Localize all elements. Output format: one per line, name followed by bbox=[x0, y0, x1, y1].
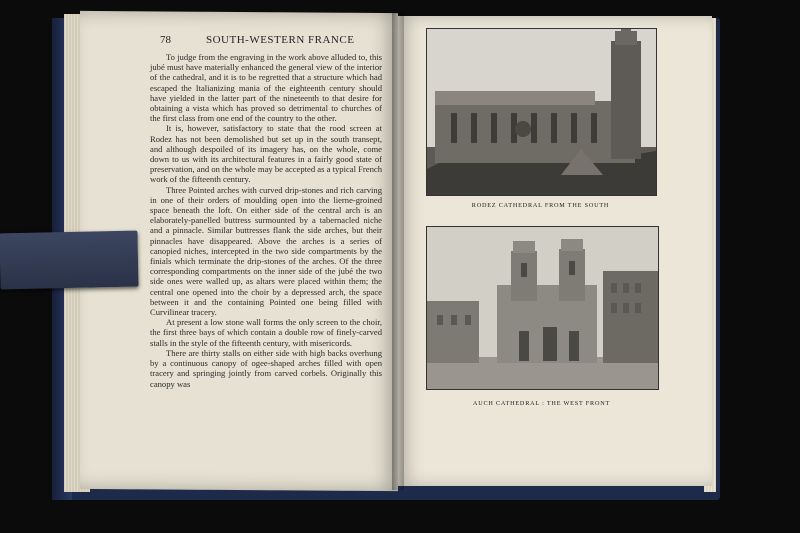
page-number: 78 bbox=[160, 34, 171, 46]
paragraph: To judge from the engraving in the work above alluded to, this jubé must have materially enhanced the general view of the interior of the cathedral, and it is to be regretted that a structure which had escaped the Italianizing mania of the eighteenth century should have yielded in the latter part of the nineteenth to that desire for obtaining a vista which has proved so detrimental to churches of the first class from one end of the country to the other. bbox=[150, 52, 382, 124]
book-gutter bbox=[392, 12, 404, 490]
rodez-cathedral-photo bbox=[426, 28, 657, 196]
paragraph: It is, however, satisfactory to state that the rood screen at Rodez has not been demolished but set up in the south transept, and although despoiled of its imagery has, on the whole, come down to us with its architectural features in a fairly good state of preservation, and on the whole may be accepted as a typical French work of the fifteenth century. bbox=[150, 123, 382, 185]
metal-page-weight bbox=[0, 231, 139, 290]
caption-top: RODEZ CATHEDRAL FROM THE SOUTH bbox=[471, 202, 610, 209]
running-head: SOUTH-WESTERN FRANCE bbox=[206, 34, 355, 46]
caption-bottom: AUCH CATHEDRAL : THE WEST FRONT bbox=[472, 400, 611, 407]
auch-cathedral-photo bbox=[426, 226, 659, 390]
body-text bbox=[150, 52, 382, 389]
paragraph: At present a low stone wall forms the only screen to the choir, the first three bays of which contain a double row of finely-carved stalls in the style of the fifteenth century, with misericords. bbox=[150, 317, 382, 348]
paragraph: There are thirty stalls on either side with high backs overhung by a continuous canopy of ogee-shaped arches filled with open tracery and springing jointly from carved corbels. Originally this canopy was bbox=[150, 347, 382, 389]
paragraph: Three Pointed arches with curved drip-stones and rich carving in one of their orders of moulding open into the lierne-groined space beneath the loft. On either side of the central arch is an elaborately-panelled buttress surmounted by a tabernacled niche and a pinnacle. Similar buttresses flank the side arches, but their pinnacles have disappeared. Above the arches is a series of canopied niches, intercepted in the two side compartments by the finials which terminate the drip-stones of the arches. Of the three corresponding compartments on the inner side of the jubé the two side ones were walled up, as altars were placed within them; the central one opened into the choir by a depressed arch, the space between it and the containing Pointed one being filled with Curvilinear tracery. bbox=[150, 184, 382, 318]
